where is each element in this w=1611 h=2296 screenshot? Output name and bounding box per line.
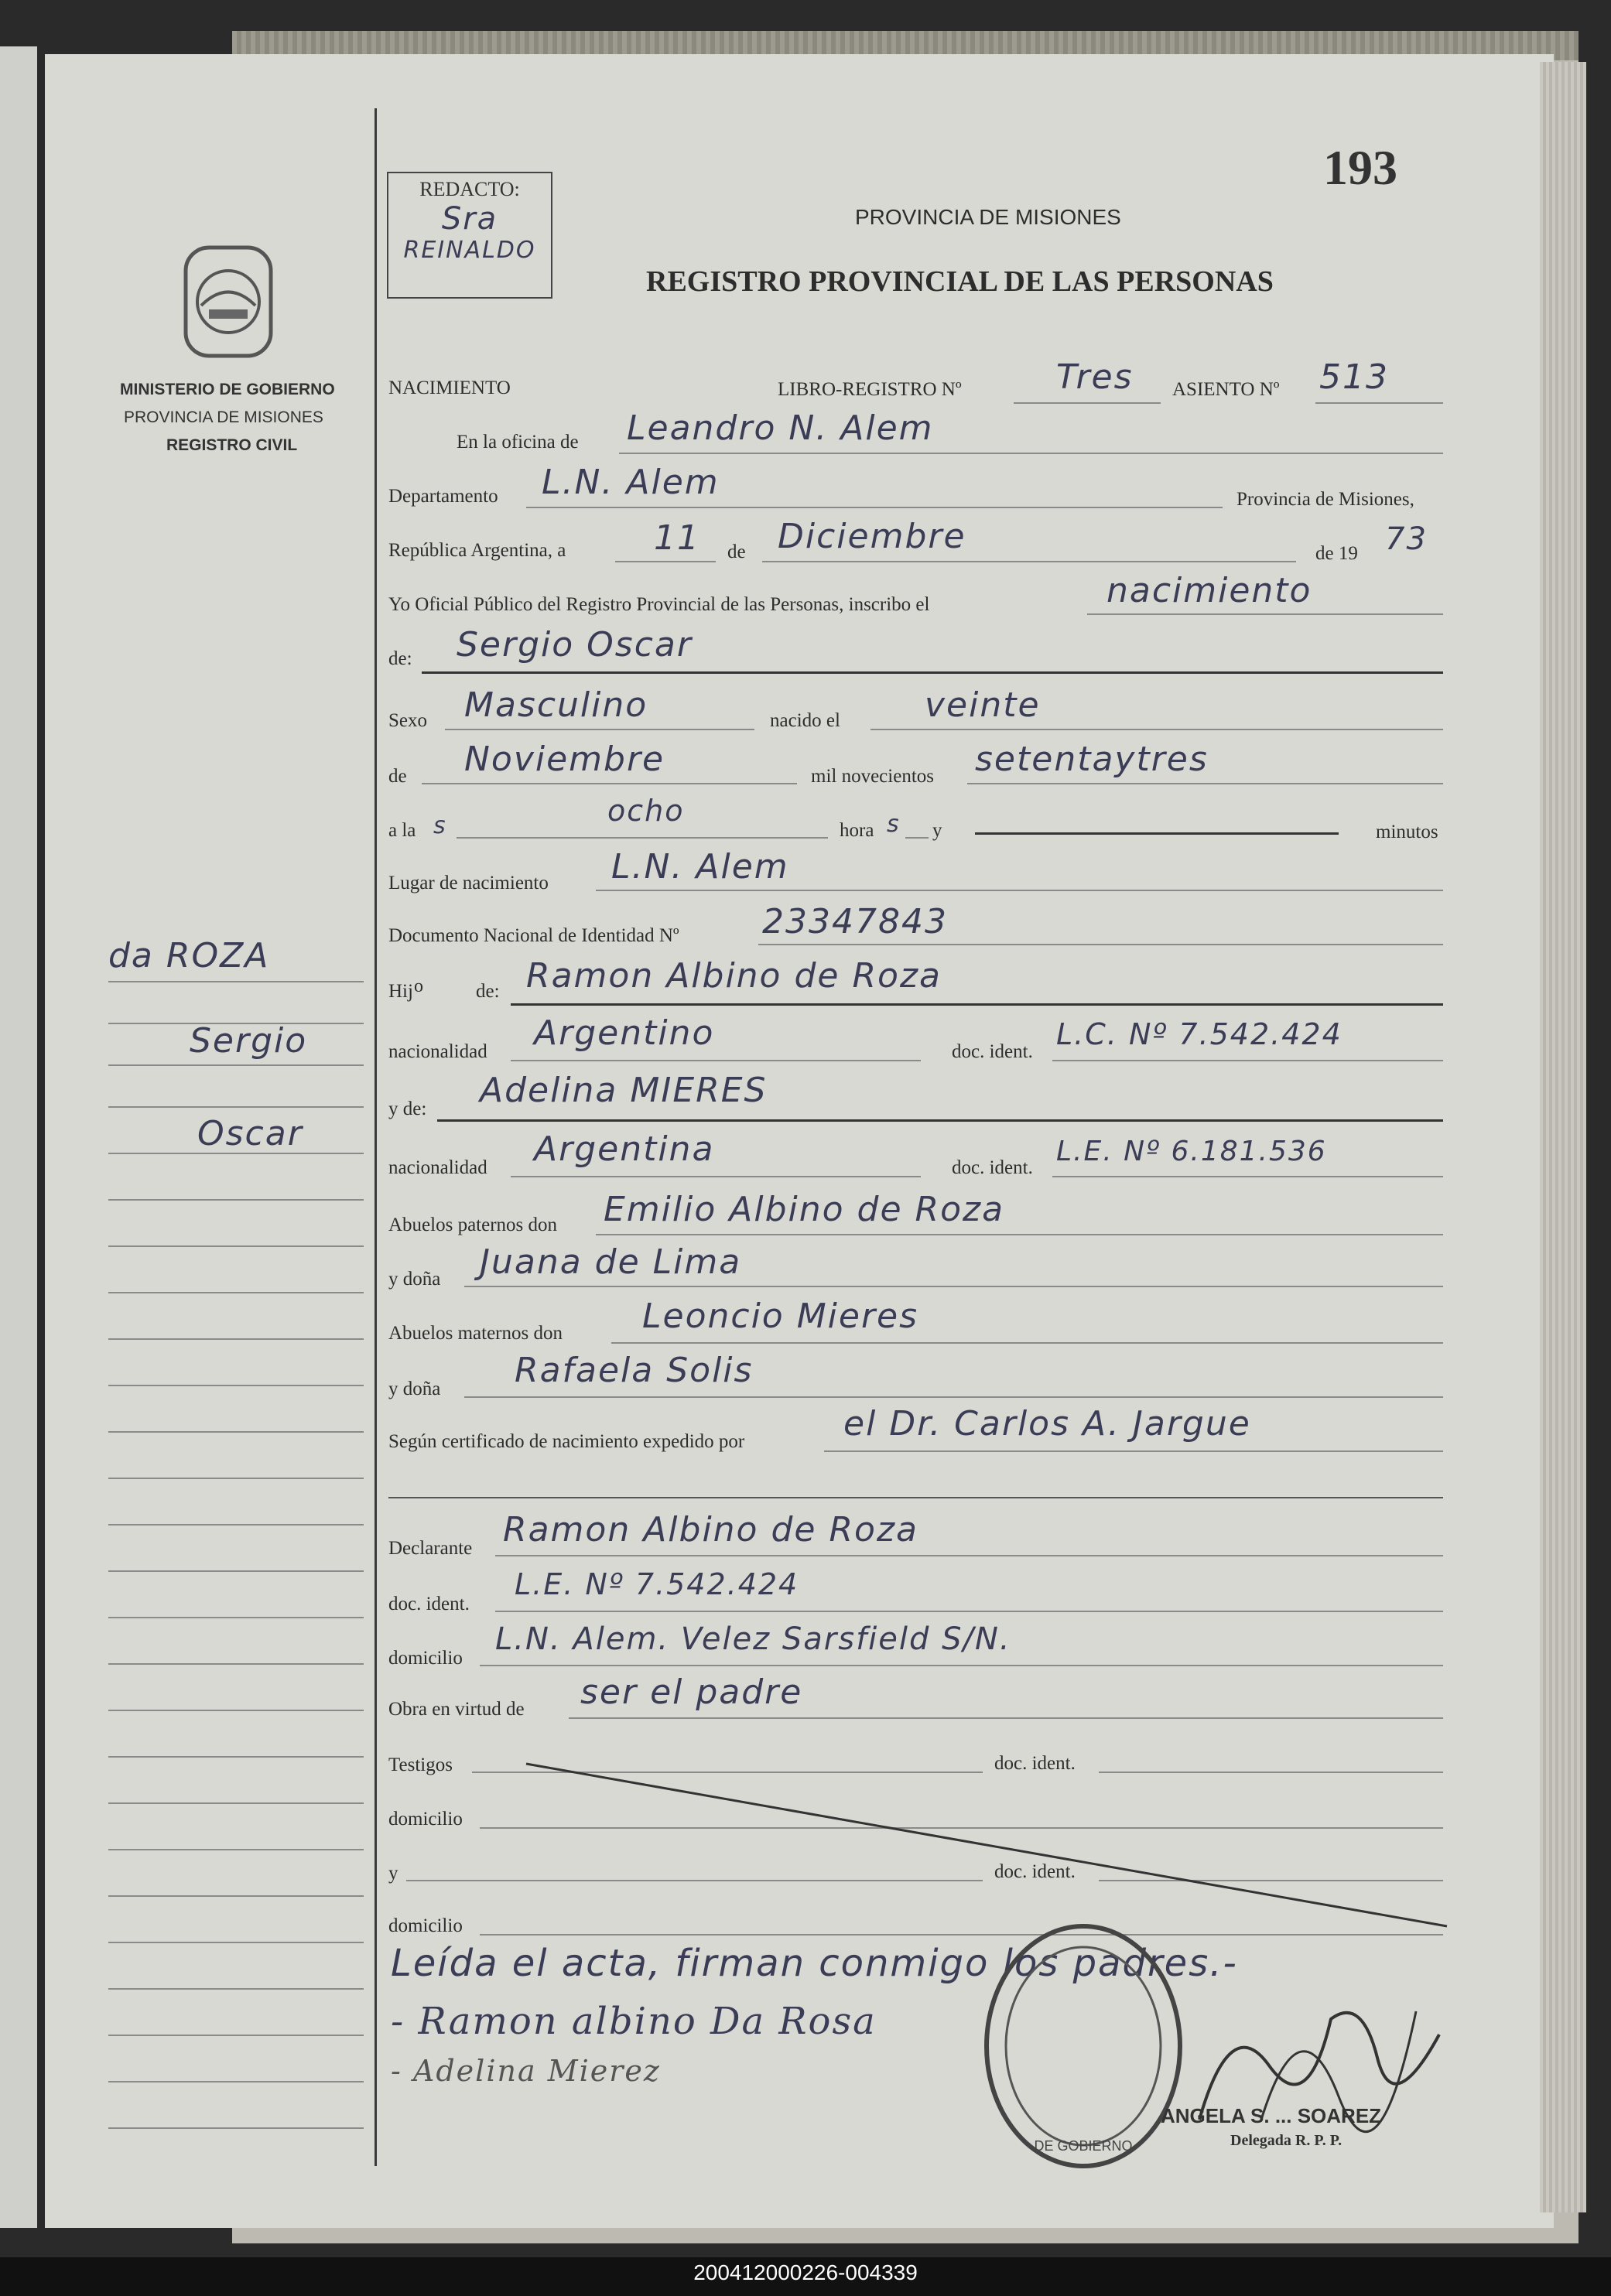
ab-pat-dona-label: y doña xyxy=(388,1269,441,1290)
yde-label: y de: xyxy=(388,1098,427,1119)
father-nac-label: nacionalidad xyxy=(388,1041,487,1062)
official-stamp-icon xyxy=(979,1918,1188,2174)
page-edges xyxy=(1540,62,1586,2212)
hij-o: o xyxy=(414,976,423,996)
minutes-strike xyxy=(975,832,1339,835)
de-colon-label: de: xyxy=(388,648,412,669)
redacto-box xyxy=(387,172,552,299)
province-seal-icon xyxy=(178,232,279,364)
decl-doc-value: L.E. Nº 7.542.424 xyxy=(515,1567,799,1601)
redacto-line1: Sra xyxy=(441,201,498,237)
official-name: ANGELA S. ... SOAREZ xyxy=(1161,2104,1382,2127)
mil-value: setentaytres xyxy=(975,740,1209,779)
mother-value: Adelina MIERES xyxy=(480,1071,768,1110)
republica-label: República Argentina, a xyxy=(388,540,566,561)
decl-doc-label: doc. ident. xyxy=(388,1594,470,1614)
asiento-value: 513 xyxy=(1319,357,1389,397)
father-doc-value: L.C. Nº 7.542.424 xyxy=(1056,1017,1342,1051)
dni-value: 23347843 xyxy=(762,902,948,941)
record-type: NACIMIENTO xyxy=(388,378,511,398)
margin-divider xyxy=(375,108,377,2166)
ab-pat-label: Abuelos paternos don xyxy=(388,1215,558,1235)
mother-doc-label: doc. ident. xyxy=(952,1157,1033,1178)
lugar-label: Lugar de nacimiento xyxy=(388,873,549,893)
nacido-label: nacido el xyxy=(770,710,840,731)
ala-label: a la xyxy=(388,820,416,841)
page-number: 193 xyxy=(1323,140,1397,195)
witness-strike-line xyxy=(518,1756,1455,1934)
departamento-value: L.N. Alem xyxy=(542,463,720,502)
father-signature: - Ramon albino Da Rosa xyxy=(391,2000,877,2043)
margin-surname: da ROZA xyxy=(108,936,270,975)
libro-value: Tres xyxy=(1056,357,1134,397)
horas-label: hora xyxy=(840,820,874,841)
redacto-line2: REINALDO xyxy=(403,237,536,264)
year-value: 73 xyxy=(1385,521,1428,557)
cert-value: el Dr. Carlos A. Jargue xyxy=(843,1404,1251,1444)
cert-label: Según certificado de nacimiento expedido por xyxy=(388,1431,745,1452)
libro-label: LIBRO-REGISTRO Nº xyxy=(778,379,962,400)
margin-first-name: Sergio xyxy=(190,1021,308,1061)
svg-text:DE GOBIERNO: DE GOBIERNO xyxy=(1034,2138,1133,2154)
mother-signature: - Adelina Mierez xyxy=(391,2054,661,2088)
obra-value: ser el padre xyxy=(580,1672,803,1712)
asiento-label: ASIENTO Nº xyxy=(1172,379,1280,400)
mil-label: mil novecientos xyxy=(811,766,934,787)
domicilio-value: L.N. Alem. Velez Sarsfield S/N. xyxy=(495,1621,1011,1657)
ab-mat-label: Abuelos maternos don xyxy=(388,1323,563,1344)
ministry-line2: PROVINCIA DE MISIONES xyxy=(124,408,323,426)
mother-doc-value: L.E. Nº 6.181.536 xyxy=(1056,1136,1327,1167)
ministry-line3: REGISTRO CIVIL xyxy=(166,436,298,454)
year-label: de 19 xyxy=(1315,543,1358,564)
ministry-line1: MINISTERIO DE GOBIERNO xyxy=(120,381,335,398)
birth-month-value: Noviembre xyxy=(464,740,665,779)
hij-label: Hij xyxy=(388,981,413,1002)
province-header: PROVINCIA DE MISIONES xyxy=(855,205,1121,229)
departamento-label: Departamento xyxy=(388,486,498,507)
hij-de-label: de: xyxy=(476,981,500,1002)
father-doc-label: doc. ident. xyxy=(952,1041,1033,1062)
domicilio-label: domicilio xyxy=(388,1648,463,1669)
ab-mat-dona-value: Rafaela Solis xyxy=(515,1351,754,1390)
ab-mat-value: Leoncio Mieres xyxy=(642,1297,919,1336)
obra-label: Obra en virtud de xyxy=(388,1699,525,1720)
ab-pat-value: Emilio Albino de Roza xyxy=(604,1190,1005,1229)
test-dom2-label: domicilio xyxy=(388,1915,463,1936)
left-page-strip xyxy=(0,46,37,2228)
minutos-label: minutos xyxy=(1376,822,1438,842)
dni-label: Documento Nacional de Identidad Nº xyxy=(388,925,679,946)
closing-text: Leída el acta, firman conmigo los padres.- xyxy=(391,1942,1238,1985)
mother-nac-label: nacionalidad xyxy=(388,1157,487,1178)
ab-pat-dona-value: Juana de Lima xyxy=(480,1242,742,1282)
testigos-doc-label: doc. ident. xyxy=(994,1753,1076,1774)
mother-nac-value: Argentina xyxy=(534,1129,715,1169)
testigos-label: Testigos xyxy=(388,1754,453,1775)
declarante-label: Declarante xyxy=(388,1538,473,1559)
ab-mat-dona-label: y doña xyxy=(388,1379,441,1399)
nacido-value: veinte xyxy=(925,685,1041,725)
y-label: y xyxy=(932,820,942,841)
hora-value: ocho xyxy=(607,794,685,828)
father-value: Ramon Albino de Roza xyxy=(526,956,942,996)
child-name-value: Sergio Oscar xyxy=(457,625,693,665)
oficial-value: nacimiento xyxy=(1106,571,1312,610)
sexo-label: Sexo xyxy=(388,710,427,731)
test-dom-label: domicilio xyxy=(388,1809,463,1830)
oficial-label: Yo Oficial Público del Registro Provincial de las Personas, inscribo el xyxy=(388,594,930,615)
test-y-label: y xyxy=(388,1863,398,1884)
oficina-label: En la oficina de xyxy=(457,432,579,453)
horas-s: s xyxy=(887,811,901,838)
archive-id: 200412000226-004339 xyxy=(693,2260,918,2284)
declarante-value: Ramon Albino de Roza xyxy=(503,1510,918,1549)
test-doc2-label: doc. ident. xyxy=(994,1861,1076,1882)
de-label: de xyxy=(727,542,746,562)
margin-second-name: Oscar xyxy=(197,1114,303,1153)
sexo-value: Masculino xyxy=(464,685,648,725)
oficina-value: Leandro N. Alem xyxy=(627,408,934,448)
lugar-value: L.N. Alem xyxy=(611,847,789,887)
official-title: Delegada R. P. P. xyxy=(1230,2132,1342,2149)
father-nac-value: Argentino xyxy=(534,1013,715,1053)
section-divider xyxy=(388,1497,1443,1498)
provincia-suffix: Provincia de Misiones, xyxy=(1236,489,1414,510)
registry-header: REGISTRO PROVINCIAL DE LAS PERSONAS xyxy=(646,265,1274,298)
month-value: Diciembre xyxy=(778,517,966,556)
day-value: 11 xyxy=(654,518,700,558)
ala-s: s xyxy=(433,812,447,839)
de2-label: de xyxy=(388,766,407,787)
redacto-label: REDACTO: xyxy=(419,178,520,200)
